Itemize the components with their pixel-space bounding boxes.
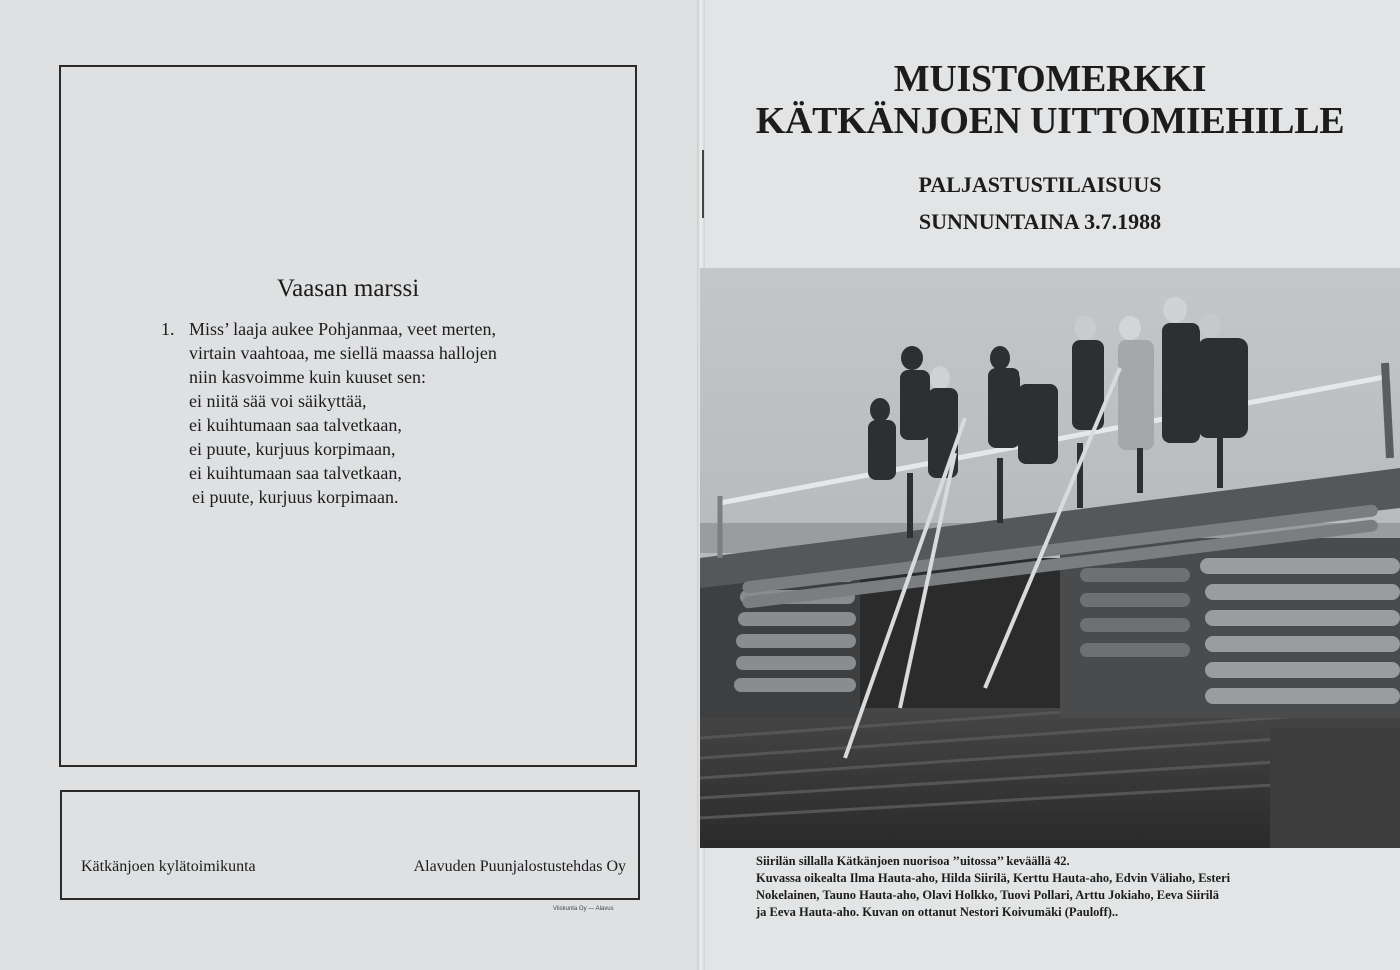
event-date: SUNNUNTAINA 3.7.1988 <box>918 209 1162 234</box>
verse-line: ei kuihtumaan saa talvetkaan, <box>189 415 402 435</box>
historical-photo <box>700 268 1400 848</box>
spine-fold-mark <box>702 150 704 218</box>
log-crib-right <box>1060 538 1400 718</box>
caption-line: ja Eeva Hauta-aho. Kuvan on ottanut Nestori Koivumäki (Pauloff).. <box>756 905 1119 919</box>
song-verse <box>161 317 601 509</box>
verse-number: 1. <box>161 319 175 339</box>
sponsor-box <box>60 790 640 900</box>
song-title: Vaasan marssi <box>276 275 420 302</box>
verse-line: virtain vaahtoaa, me siellä maassa hallojen <box>189 343 497 363</box>
caption-line: Nokelainen, Tauno Hauta-aho, Olavi Holkko, Tuovi Pollari, Arttu Jokiaho, Eeva Siirilä <box>756 888 1219 902</box>
main-title-line2: KÄTKÄNJOEN UITTOMIEHILLE <box>755 100 1345 142</box>
verse-line: ei puute, kurjuus korpimaan, <box>189 439 396 459</box>
verse-line: Miss’ laaja aukee Pohjanmaa, veet merten, <box>189 319 497 339</box>
photo-illustration <box>700 268 1400 848</box>
verse-line: ei puute, kurjuus korpimaan. <box>192 487 399 507</box>
photo-caption <box>756 853 1338 921</box>
verse-line: niin kasvoimme kuin kuuset sen: <box>189 367 426 387</box>
verse-line: ei niitä sää voi säikyttää, <box>189 391 367 411</box>
main-title-line1: MUISTOMERKKI <box>893 58 1207 100</box>
song-box <box>59 65 637 767</box>
main-title <box>740 58 1360 142</box>
verse-line: ei kuihtumaan saa talvetkaan, <box>189 463 402 483</box>
caption-line: Kuvassa oikealta Ilma Hauta-aho, Hilda Siirilä, Kerttu Hauta-aho, Edvin Väliaho, Esteri <box>756 871 1231 885</box>
event-title: PALJASTUSTILAISUUS <box>918 172 1162 197</box>
printer-credit: Viiskunta Oy — Alavus <box>553 906 614 912</box>
verse-lines <box>189 317 601 509</box>
sponsor-company: Alavuden Puunjalostustehdas Oy <box>413 858 626 875</box>
sponsor-village-committee: Kätkänjoen kylätoimikunta <box>81 858 256 875</box>
caption-line: Siirilän sillalla Kätkänjoen nuorisoa ’’uitossa’’ keväällä 42. <box>756 854 1070 868</box>
